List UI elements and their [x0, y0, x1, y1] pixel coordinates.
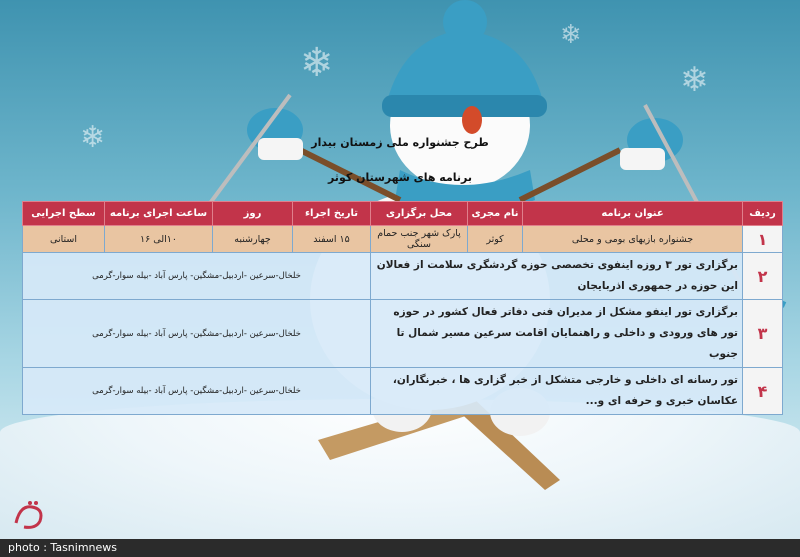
- page-subtitle: برنامه های شهرستان کوثر: [327, 171, 473, 184]
- row-number: ۱: [743, 226, 783, 253]
- title-block: [285, 136, 515, 184]
- photo-credit: photo : Tasnimnews: [8, 541, 118, 554]
- column-header: نام مجری: [468, 202, 523, 226]
- table-row: [23, 253, 783, 300]
- snowflake-icon: ❄: [680, 60, 709, 100]
- column-header: تاریخ اجراء: [293, 202, 371, 226]
- program-date: ۱۵ اسفند: [293, 226, 371, 253]
- program-level: استانی: [23, 226, 105, 253]
- column-header: سطح اجرایی: [23, 202, 105, 226]
- snowflake-icon: ❄: [560, 20, 582, 50]
- program-time: ۱۰الی ۱۶: [105, 226, 213, 253]
- program-organizer: کوثر: [468, 226, 523, 253]
- program-title: جشنواره بازیهای بومی و محلی: [523, 226, 743, 253]
- column-header: روز: [213, 202, 293, 226]
- program-description: برگزاری تور ۳ روزه اینفوی تخصصی حوزه گردشگری سلامت از فعالان این حوزه در جمهوری اذربایجان: [371, 253, 743, 300]
- photo-credit-bar: [0, 539, 800, 557]
- column-header: عنوان برنامه: [523, 202, 743, 226]
- program-location: پارک شهر جنب حمام سنگی: [371, 226, 468, 253]
- column-header: محل برگزاری: [371, 202, 468, 226]
- column-header: ساعت اجرای برنامه: [105, 202, 213, 226]
- program-cities: خلخال-سرعین -اردبیل-مشگین- پارس آباد -بیله سوار-گرمی: [23, 368, 371, 415]
- program-day: چهارشنبه: [213, 226, 293, 253]
- row-number: ۴: [743, 368, 783, 415]
- program-cities: خلخال-سرعین -اردبیل-مشگین- پارس آباد -بیله سوار-گرمی: [23, 253, 371, 300]
- row-number: ۲: [743, 253, 783, 300]
- table-row: [23, 300, 783, 368]
- program-cities: خلخال-سرعین -اردبیل-مشگین- پارس آباد -بیله سوار-گرمی: [23, 300, 371, 368]
- program-table: [22, 201, 782, 415]
- row-number: ۳: [743, 300, 783, 368]
- table-header-row: [23, 202, 783, 226]
- snowflake-icon: ❄: [80, 120, 106, 155]
- table-row: [23, 368, 783, 415]
- program-description: برگزاری تور اینفو مشکل از مدیران فنی دفاتر فعال کشور در حوزه تور های ورودی و داخلی و راهنمایان اقامت سرعین مسیر شمال تا جنوب: [371, 300, 743, 368]
- table-row: [23, 226, 783, 253]
- snowflake-icon: ❄: [300, 40, 334, 86]
- page-title: طرح جشنواره ملی زمستان بیدار: [311, 136, 489, 149]
- tasnim-logo-icon: [10, 497, 50, 533]
- column-header: ردیف: [743, 202, 783, 226]
- program-description: تور رسانه ای داخلی و خارجی متشکل از خبر گزاری ها ، خبرنگاران، عکاسان خبری و حرفه ای و...: [371, 368, 743, 415]
